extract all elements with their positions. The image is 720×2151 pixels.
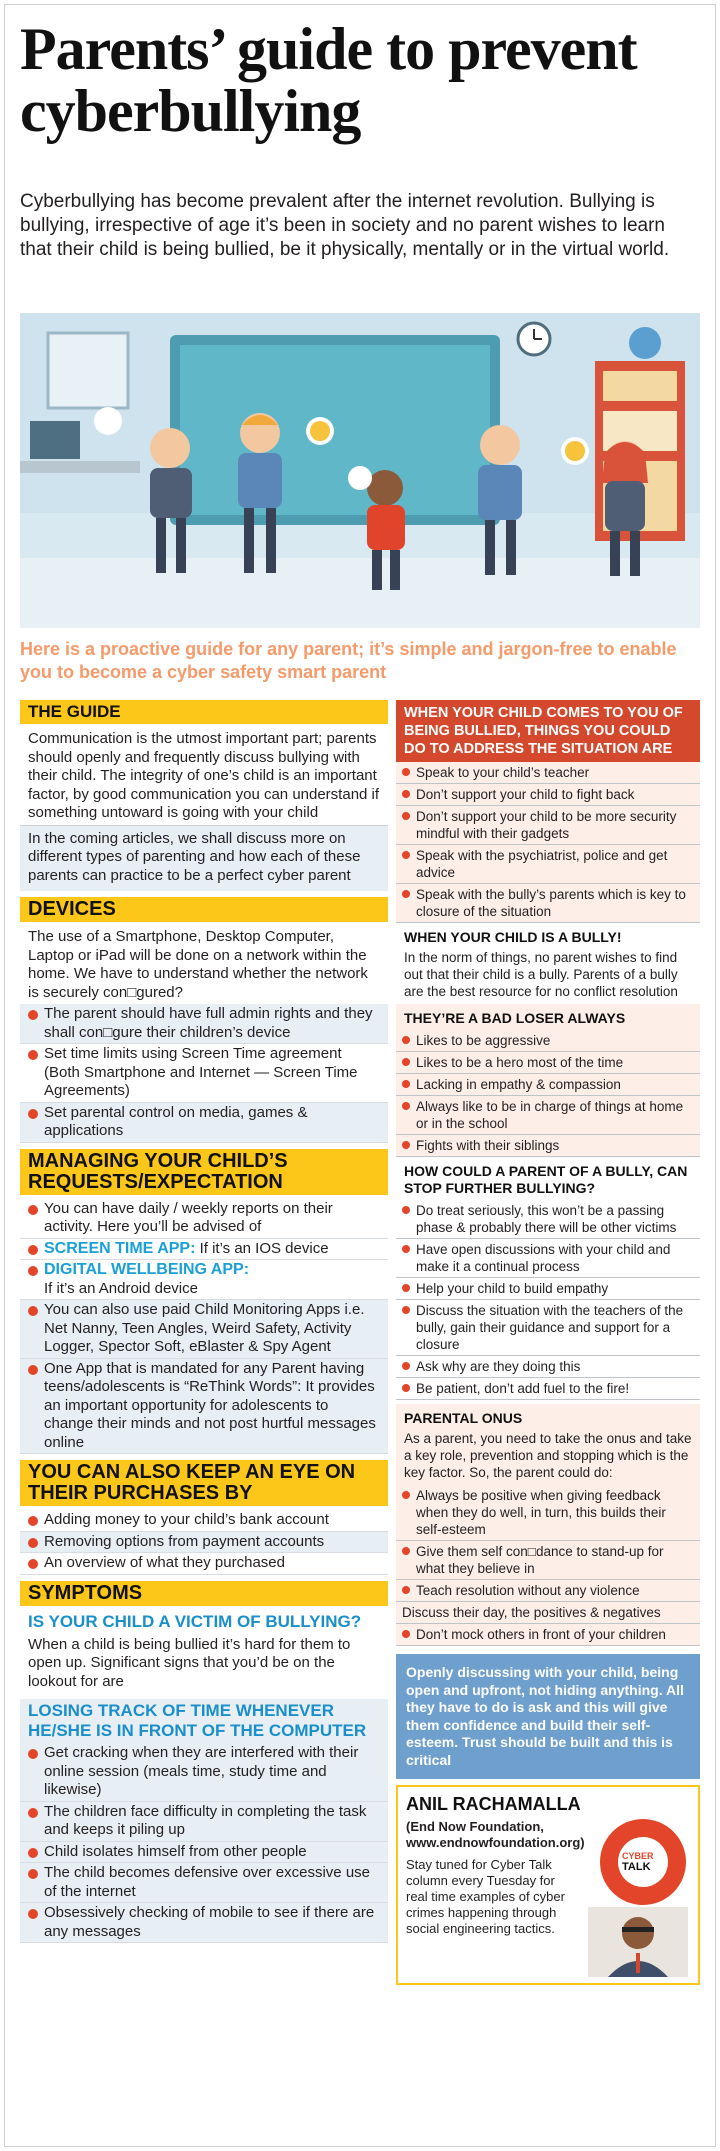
devices-item: The parent should have full admin rights and they shall con□gure their children’s device — [20, 1004, 388, 1044]
stop-bullying-item: Be patient, don’t add fuel to the fire! — [396, 1378, 700, 1400]
purchases-heading: YOU CAN ALSO KEEP AN EYE ON THEIR PURCHASES BY — [20, 1460, 388, 1506]
stop-bullying-item: Have open discussions with your child and make it a continual process — [396, 1239, 700, 1278]
is-bully-heading: WHEN YOUR CHILD IS A BULLY! — [404, 929, 622, 945]
screen-time-label: SCREEN TIME APP: — [44, 1239, 196, 1257]
onus-text: As a parent, you need to take the onus and take a key role, prevention and stopping which is the key factor. So, the parent could do: — [404, 1431, 692, 1480]
symptoms-paragraph: When a child is being bullied it’s hard for them to open up. Significant signs that you’d be on the lookout for are — [28, 1635, 351, 1690]
onus-item: Teach resolution without any violence — [396, 1580, 700, 1602]
stop-bullying-item: Help your child to build empathy — [396, 1278, 700, 1300]
stop-bullying-item: Ask why are they doing this — [396, 1356, 700, 1378]
onus-plain-item: Discuss their day, the positives & negatives — [396, 1602, 700, 1624]
comes-to-you-item: Speak to your child’s teacher — [396, 762, 700, 784]
logo-cyber-text: CYBER — [622, 1851, 654, 1861]
stop-bullying-heading: HOW COULD A PARENT OF A BULLY, CAN STOP FURTHER BULLYING? — [404, 1163, 688, 1196]
author-photo — [588, 1907, 688, 1977]
screen-time-item — [20, 1239, 388, 1261]
bad-loser-heading: THEY’RE A BAD LOSER ALWAYS — [404, 1010, 626, 1026]
comes-to-you-item: Speak with the psychiatrist, police and get advice — [396, 845, 700, 884]
wellbeing-item — [20, 1260, 388, 1300]
author-name: ANIL RACHAMALLA — [406, 1794, 581, 1814]
losing-track-heading: LOSING TRACK OF TIME WHENEVER HE/SHE IS IN FRONT OF THE COMPUTER — [28, 1701, 367, 1740]
comes-to-you-item: Speak with the bully’s parents which is key to closure of the situation — [396, 884, 700, 923]
managing-item: You can also use paid Child Monitoring Apps i.e. Net Nanny, Teen Angles, Weird Safety, Activity Logger, Spector Soft, eBlaster & Spy Agent — [20, 1300, 388, 1359]
screen-time-text: If it’s an IOS device — [195, 1239, 329, 1257]
symptom-item: The child becomes defensive over excessive use of the internet — [20, 1863, 388, 1903]
stop-bullying-item: Discuss the situation with the teachers of the bully, gain their guidance and support for a closure — [396, 1300, 700, 1356]
symptom-item: Get cracking when they are interfered with their online session (meals time, study time and likewise) — [20, 1743, 388, 1802]
classroom-illustration — [20, 313, 700, 628]
devices-paragraph: The use of a Smartphone, Desktop Computer, Laptop or iPad will be done on a network within the home. We have to understand whether the network is securely con□gured? — [28, 928, 368, 1001]
author-org: (End Now Foundation, www.endnowfoundation.org) — [406, 1819, 585, 1850]
logo-talk-text: TALK — [622, 1861, 651, 1873]
is-bully-text: In the norm of things, no parent wishes to find out that their child is a bully. Parents of a bully are the best resource for no conflict resolution — [404, 950, 678, 999]
symptom-item: The children face difficulty in completing the task and keeps it piling up — [20, 1802, 388, 1842]
proactive-subtitle: Here is a proactive guide for any parent; it’s simple and jargon-free to enable you to become a cyber safety smart parent — [20, 639, 677, 682]
onus-item: Don’t mock others in front of your children — [396, 1624, 700, 1646]
managing-item: You can have daily / weekly reports on their activity. Here you’ll be advised of — [20, 1199, 388, 1239]
left-column — [20, 700, 388, 1943]
symptoms-heading: SYMPTOMS — [20, 1581, 388, 1606]
symptoms-subheading: IS YOUR CHILD A VICTIM OF BULLYING? — [28, 1611, 362, 1631]
stop-bullying-item: Do treat seriously, this won’t be a passing phase & probably there will be other victims — [396, 1200, 700, 1239]
author-box — [396, 1785, 700, 1985]
comes-to-you-item: Don’t support your child to fight back — [396, 784, 700, 806]
devices-item: Set parental control on media, games & applications — [20, 1103, 388, 1143]
guide-paragraph-2: In the coming articles, we shall discuss more on different types of parenting and how each of these parents can practice to be a perfect cyber parent — [20, 825, 388, 892]
devices-item: Set time limits using Screen Time agreement (Both Smartphone and Internet — Screen Time Agreements) — [20, 1044, 388, 1103]
onus-heading: PARENTAL ONUS — [404, 1410, 523, 1426]
bad-loser-item: Likes to be a hero most of the time — [396, 1052, 700, 1074]
bad-loser-item: Lacking in empathy & compassion — [396, 1074, 700, 1096]
purchases-item: Adding money to your child’s bank account — [20, 1510, 388, 1532]
symptom-item: Obsessively checking of mobile to see if there are any messages — [20, 1903, 388, 1943]
bad-loser-item: Always like to be in charge of things at home or in the school — [396, 1096, 700, 1135]
managing-item: One App that is mandated for any Parent having teens/adolescents is “ReThink Words”: It provides an important opportunity for adolescents to change their minds and not post hurtful messages online — [20, 1359, 388, 1455]
right-column — [396, 700, 700, 1985]
symptom-item: Child isolates himself from other people — [20, 1842, 388, 1864]
comes-to-you-item: Don’t support your child to be more security mindful with their gadgets — [396, 806, 700, 845]
cyber-talk-logo — [600, 1819, 686, 1905]
comes-to-you-heading: WHEN YOUR CHILD COMES TO YOU OF BEING BULLIED, THINGS YOU COULD DO TO ADDRESS THE SITUATION ARE — [396, 700, 700, 762]
intro-text: Cyberbullying has become prevalent after the internet revolution. Bullying is bullying, irrespective of age it’s been in society and no parent wishes to learn that their child is being bullied, be it physically, mentally or in the virtual world. — [20, 191, 670, 260]
page-title: Parents’ guide to prevent cyberbullying — [20, 16, 637, 144]
author-note: Stay tuned for Cyber Talk column every Tuesday for real time examples of cyber crimes happening through social engineering tactics. — [406, 1857, 565, 1936]
wellbeing-label: DIGITAL WELLBEING APP: — [44, 1261, 250, 1278]
wellbeing-text: If it’s an Android device — [44, 1279, 198, 1297]
purchases-item: An overview of what they purchased — [20, 1553, 388, 1575]
managing-heading: MANAGING YOUR CHILD’S REQUESTS/EXPECTATION — [20, 1149, 388, 1195]
devices-heading: DEVICES — [20, 897, 388, 922]
onus-item: Always be positive when giving feedback when they do well, in turn, this builds their self-esteem — [396, 1485, 700, 1541]
guide-paragraph-1: Communication is the utmost important part; parents should openly and frequently discuss bullying with their child. The integrity of one’s child is an important factor, by good communication you can understand if something untoward is going with your child — [28, 730, 380, 821]
bad-loser-item: Fights with their siblings — [396, 1135, 700, 1157]
onus-item: Give them self con□dance to stand-up for what they believe in — [396, 1541, 700, 1580]
callout-box: Openly discussing with your child, being open and upfront, not hiding anything. All they have to do is ask and this will give them confidence and build their self-esteem. Trust should be built and this is critical — [396, 1654, 700, 1779]
guide-heading: THE GUIDE — [20, 700, 388, 724]
purchases-item: Removing options from payment accounts — [20, 1532, 388, 1554]
bad-loser-item: Likes to be aggressive — [396, 1030, 700, 1052]
